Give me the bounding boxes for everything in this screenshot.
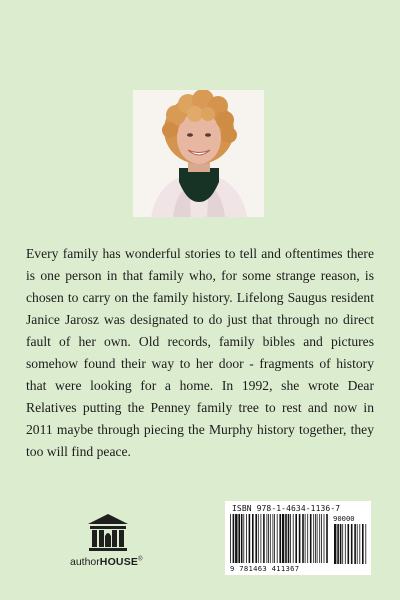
barcode-bar <box>252 514 254 563</box>
barcode-bar <box>340 524 342 564</box>
author-portrait-icon <box>133 90 264 217</box>
barcode-bar <box>299 514 301 563</box>
barcode-bar <box>354 524 356 564</box>
barcode-bar <box>326 514 328 563</box>
barcode-bar <box>321 514 322 563</box>
barcode-bar <box>337 524 339 564</box>
barcode-bar <box>317 514 318 563</box>
barcode-bar <box>319 514 320 563</box>
isbn-barcode <box>225 501 371 575</box>
barcode-bar <box>263 514 265 563</box>
authorhouse-logo-icon <box>86 513 130 553</box>
barcode-bar <box>290 514 291 563</box>
barcode-bar <box>307 514 308 563</box>
barcode-bar <box>334 524 336 564</box>
barcode-bar <box>258 514 259 563</box>
barcode-bar <box>233 514 235 563</box>
barcode-bar <box>255 514 257 563</box>
barcode-bar <box>324 514 325 563</box>
barcode-bar <box>348 524 350 564</box>
barcode-bar <box>268 514 269 563</box>
barcode-bar <box>293 514 294 563</box>
barcode-bar <box>313 514 314 563</box>
barcode-bar <box>241 514 243 563</box>
publisher-logo <box>70 513 156 573</box>
barcode-bar <box>310 514 312 563</box>
barcode-bar <box>285 514 287 563</box>
barcode-bar <box>288 514 290 563</box>
back-cover-blurb: Every family has wonderful stories to tell and oftentimes there is one person in that family who, for some strange reason, is chosen to carry on the family history. Lifelong Saugus resident Janice Jarosz was designated to do just that through no direct fault of her own. Old records, family bibles and pictures somehow found their way to her door - fragments of history that were looking for a home. In 1992, she wrote Dear Relatives putting the Penney family tree to rest and now in 2011 maybe through piecing the Murphy history together, they too will find peace. <box>26 246 374 459</box>
barcode-bar <box>270 514 271 563</box>
barcode-bar <box>345 524 346 564</box>
publisher-name: authorHOUSE® <box>70 556 143 568</box>
barcode-bar <box>230 514 231 563</box>
barcode-bar <box>282 514 284 563</box>
isbn-text: ISBN 978-1-4634-1136-7 <box>232 504 341 513</box>
barcode-bar <box>359 524 360 564</box>
barcode-bar <box>342 524 343 564</box>
barcode-addon-digits: 90000 <box>333 514 355 523</box>
author-photo <box>133 90 264 217</box>
barcode-bar <box>295 514 297 563</box>
barcode-bar <box>249 514 251 563</box>
barcode-bar <box>315 514 316 563</box>
barcode-bar <box>261 514 262 563</box>
barcode-bar <box>351 524 353 564</box>
barcode-bar <box>273 514 274 563</box>
barcode-bar <box>235 514 237 563</box>
barcode-bar <box>362 524 364 564</box>
barcode-bar <box>302 514 304 563</box>
barcode-bar <box>243 514 244 563</box>
barcode-bar <box>277 514 278 563</box>
barcode-bar <box>274 514 275 563</box>
barcode-bar <box>246 514 247 563</box>
barcode-bar <box>238 514 240 563</box>
barcode-bar <box>279 514 281 563</box>
barcode-bar <box>267 514 268 563</box>
barcode-bar <box>305 514 306 563</box>
barcode-bar <box>357 524 358 564</box>
barcode-bar <box>365 524 366 564</box>
barcode-ean-digits: 9 781463 411367 <box>230 564 300 573</box>
